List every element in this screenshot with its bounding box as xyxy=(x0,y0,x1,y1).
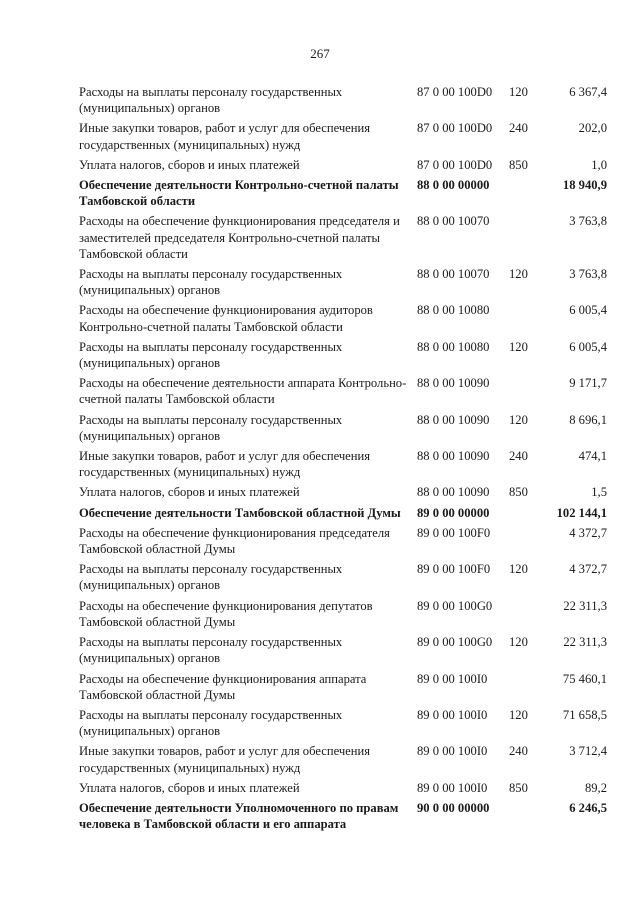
table-row xyxy=(79,448,607,484)
row-type-cell xyxy=(509,598,545,634)
table-row xyxy=(79,157,607,177)
row-sum-cell: 9 171,7 xyxy=(569,376,607,391)
table-row xyxy=(79,84,607,120)
row-sum-cell: 22 311,3 xyxy=(563,635,607,650)
row-type-cell: 120 xyxy=(509,412,528,427)
row-sum-cell: 71 658,5 xyxy=(562,707,607,722)
row-code-cell: 89 0 00 100I0 xyxy=(417,671,488,686)
table-row xyxy=(79,671,607,707)
row-name-cell: Обеспечение деятельности Контрольно-счетной палаты Тамбовской области xyxy=(79,178,399,209)
row-code-cell: 89 0 00 100F0 xyxy=(417,525,491,540)
row-code-cell: 89 0 00 100I0 xyxy=(417,707,488,722)
row-sum-cell: 3 763,8 xyxy=(569,214,607,229)
row-sum-cell: 4 372,7 xyxy=(569,525,607,540)
table-row xyxy=(79,412,607,448)
row-name-cell: Обеспечение деятельности Уполномоченного по правам человека в Тамбовской области и его аппарата xyxy=(79,800,399,832)
table-row xyxy=(79,339,607,375)
row-name-cell: Расходы на обеспечение функционирования аудиторов Контрольно-счетной палаты Тамбовской области xyxy=(79,303,373,334)
row-code-cell: 87 0 00 100D0 xyxy=(417,157,493,172)
table-row xyxy=(79,177,607,213)
table-row xyxy=(79,707,607,743)
row-type-cell: 240 xyxy=(509,744,528,759)
row-name-cell: Уплата налогов, сборов и иных платежей xyxy=(79,780,300,795)
table-row xyxy=(79,266,607,302)
row-sum-cell: 18 940,9 xyxy=(562,178,607,193)
row-type-cell: 120 xyxy=(509,85,528,99)
row-type-cell xyxy=(509,213,545,266)
row-code-cell: 89 0 00 00000 xyxy=(417,505,490,520)
table-row xyxy=(79,561,607,597)
row-code-cell: 89 0 00 100G0 xyxy=(417,598,493,613)
page-number: 267 xyxy=(310,46,330,61)
row-code-cell: 89 0 00 100I0 xyxy=(417,780,488,795)
row-code-cell: 88 0 00 00000 xyxy=(417,178,490,193)
row-sum-cell: 89,2 xyxy=(584,780,607,795)
row-code-cell: 89 0 00 100G0 xyxy=(417,635,493,650)
table-row xyxy=(79,302,607,338)
table-row xyxy=(79,800,607,836)
row-type-cell: 120 xyxy=(509,562,528,577)
row-type-cell xyxy=(509,525,545,561)
row-name-cell: Уплата налогов, сборов и иных платежей xyxy=(79,157,300,172)
row-type-cell: 240 xyxy=(509,121,528,136)
row-sum-cell: 3 712,4 xyxy=(569,744,607,759)
row-name-cell: Иные закупки товаров, работ и услуг для обеспечения государственных (муниципальных) нужд xyxy=(79,744,371,775)
row-sum-cell: 6 246,5 xyxy=(569,800,607,815)
row-sum-cell: 102 144,1 xyxy=(556,505,607,520)
row-name-cell: Иные закупки товаров, работ и услуг для обеспечения государственных (муниципальных) нужд xyxy=(79,121,371,152)
row-code-cell: 88 0 00 10070 xyxy=(417,267,490,282)
row-sum-cell: 75 460,1 xyxy=(562,671,607,686)
row-name-cell: Расходы на выплаты персоналу государственных (муниципальных) органов xyxy=(79,707,343,739)
row-type-cell: 120 xyxy=(509,635,528,650)
table-row xyxy=(79,598,607,634)
row-code-cell: 89 0 00 100I0 xyxy=(417,744,488,759)
table-row xyxy=(79,780,607,800)
row-code-cell: 89 0 00 100F0 xyxy=(417,562,491,577)
row-sum-cell: 1,5 xyxy=(591,485,607,500)
row-type-cell: 240 xyxy=(509,449,528,464)
row-type-cell xyxy=(509,302,545,338)
table-row xyxy=(79,634,607,670)
row-sum-cell: 8 696,1 xyxy=(569,412,607,427)
row-sum-cell: 4 372,7 xyxy=(569,562,607,577)
row-code-cell: 88 0 00 10070 xyxy=(417,214,490,229)
row-name-cell: Обеспечение деятельности Тамбовской областной Думы xyxy=(79,505,401,520)
row-sum-cell: 6 005,4 xyxy=(569,339,607,354)
row-name-cell: Расходы на выплаты персоналу государственных (муниципальных) органов xyxy=(79,635,343,666)
row-type-cell: 850 xyxy=(509,157,528,172)
row-type-cell: 850 xyxy=(509,780,528,795)
row-sum-cell: 6 367,4 xyxy=(569,85,607,99)
table-row xyxy=(79,120,607,156)
row-type-cell xyxy=(509,375,545,411)
row-code-cell: 88 0 00 10080 xyxy=(417,303,490,318)
row-name-cell: Расходы на обеспечение функционирования аппарата Тамбовской областной Думы xyxy=(79,671,367,702)
row-type-cell: 850 xyxy=(509,485,528,500)
row-sum-cell: 6 005,4 xyxy=(569,303,607,318)
row-type-cell: 120 xyxy=(509,267,528,282)
table-row xyxy=(79,505,607,525)
row-sum-cell: 474,1 xyxy=(578,449,607,464)
row-type-cell xyxy=(509,671,545,707)
row-code-cell: 88 0 00 10080 xyxy=(417,339,490,354)
row-sum-cell: 22 311,3 xyxy=(563,598,607,613)
row-type-cell xyxy=(509,505,545,525)
row-name-cell: Расходы на обеспечение функционирования председателя и заместителей председателя Контрольно-счетной палаты Тамбовской области xyxy=(79,214,400,261)
row-sum-cell: 202,0 xyxy=(578,121,607,136)
table-row xyxy=(79,743,607,779)
table-row xyxy=(79,484,607,504)
table-row xyxy=(79,213,607,266)
row-code-cell: 88 0 00 10090 xyxy=(417,412,490,427)
row-name-cell: Расходы на обеспечение деятельности аппарата Контрольно-счетной палаты Тамбовской области xyxy=(79,376,407,407)
row-code-cell: 90 0 00 00000 xyxy=(417,800,490,815)
row-type-cell xyxy=(509,800,545,836)
row-code-cell: 88 0 00 10090 xyxy=(417,376,490,391)
row-name-cell: Расходы на выплаты персоналу государственных (муниципальных) органов xyxy=(79,562,343,593)
table-row xyxy=(79,525,607,561)
row-code-cell: 87 0 00 100D0 xyxy=(417,85,493,99)
row-sum-cell: 1,0 xyxy=(591,157,607,172)
row-type-cell: 120 xyxy=(509,339,528,354)
row-name-cell: Расходы на обеспечение функционирования председателя Тамбовской областной Думы xyxy=(79,525,390,557)
row-code-cell: 88 0 00 10090 xyxy=(417,485,490,500)
row-type-cell xyxy=(509,177,545,213)
row-name-cell: Расходы на выплаты персоналу государственных (муниципальных) органов xyxy=(79,339,343,371)
table-row xyxy=(79,375,607,411)
row-code-cell: 88 0 00 10090 xyxy=(417,449,490,464)
row-name-cell: Уплата налогов, сборов и иных платежей xyxy=(79,485,300,500)
row-type-cell: 120 xyxy=(509,707,528,722)
row-name-cell: Расходы на выплаты персоналу государственных (муниципальных) органов xyxy=(79,85,343,116)
budget-table xyxy=(79,84,607,836)
table-body xyxy=(79,84,607,836)
row-name-cell: Иные закупки товаров, работ и услуг для обеспечения государственных (муниципальных) нужд xyxy=(79,449,371,480)
row-sum-cell: 3 763,8 xyxy=(569,267,607,282)
row-code-cell: 87 0 00 100D0 xyxy=(417,121,493,136)
row-name-cell: Расходы на выплаты персоналу государственных (муниципальных) органов xyxy=(79,412,343,443)
row-name-cell: Расходы на выплаты персоналу государственных (муниципальных) органов xyxy=(79,267,343,298)
row-name-cell: Расходы на обеспечение функционирования депутатов Тамбовской областной Думы xyxy=(79,598,373,629)
